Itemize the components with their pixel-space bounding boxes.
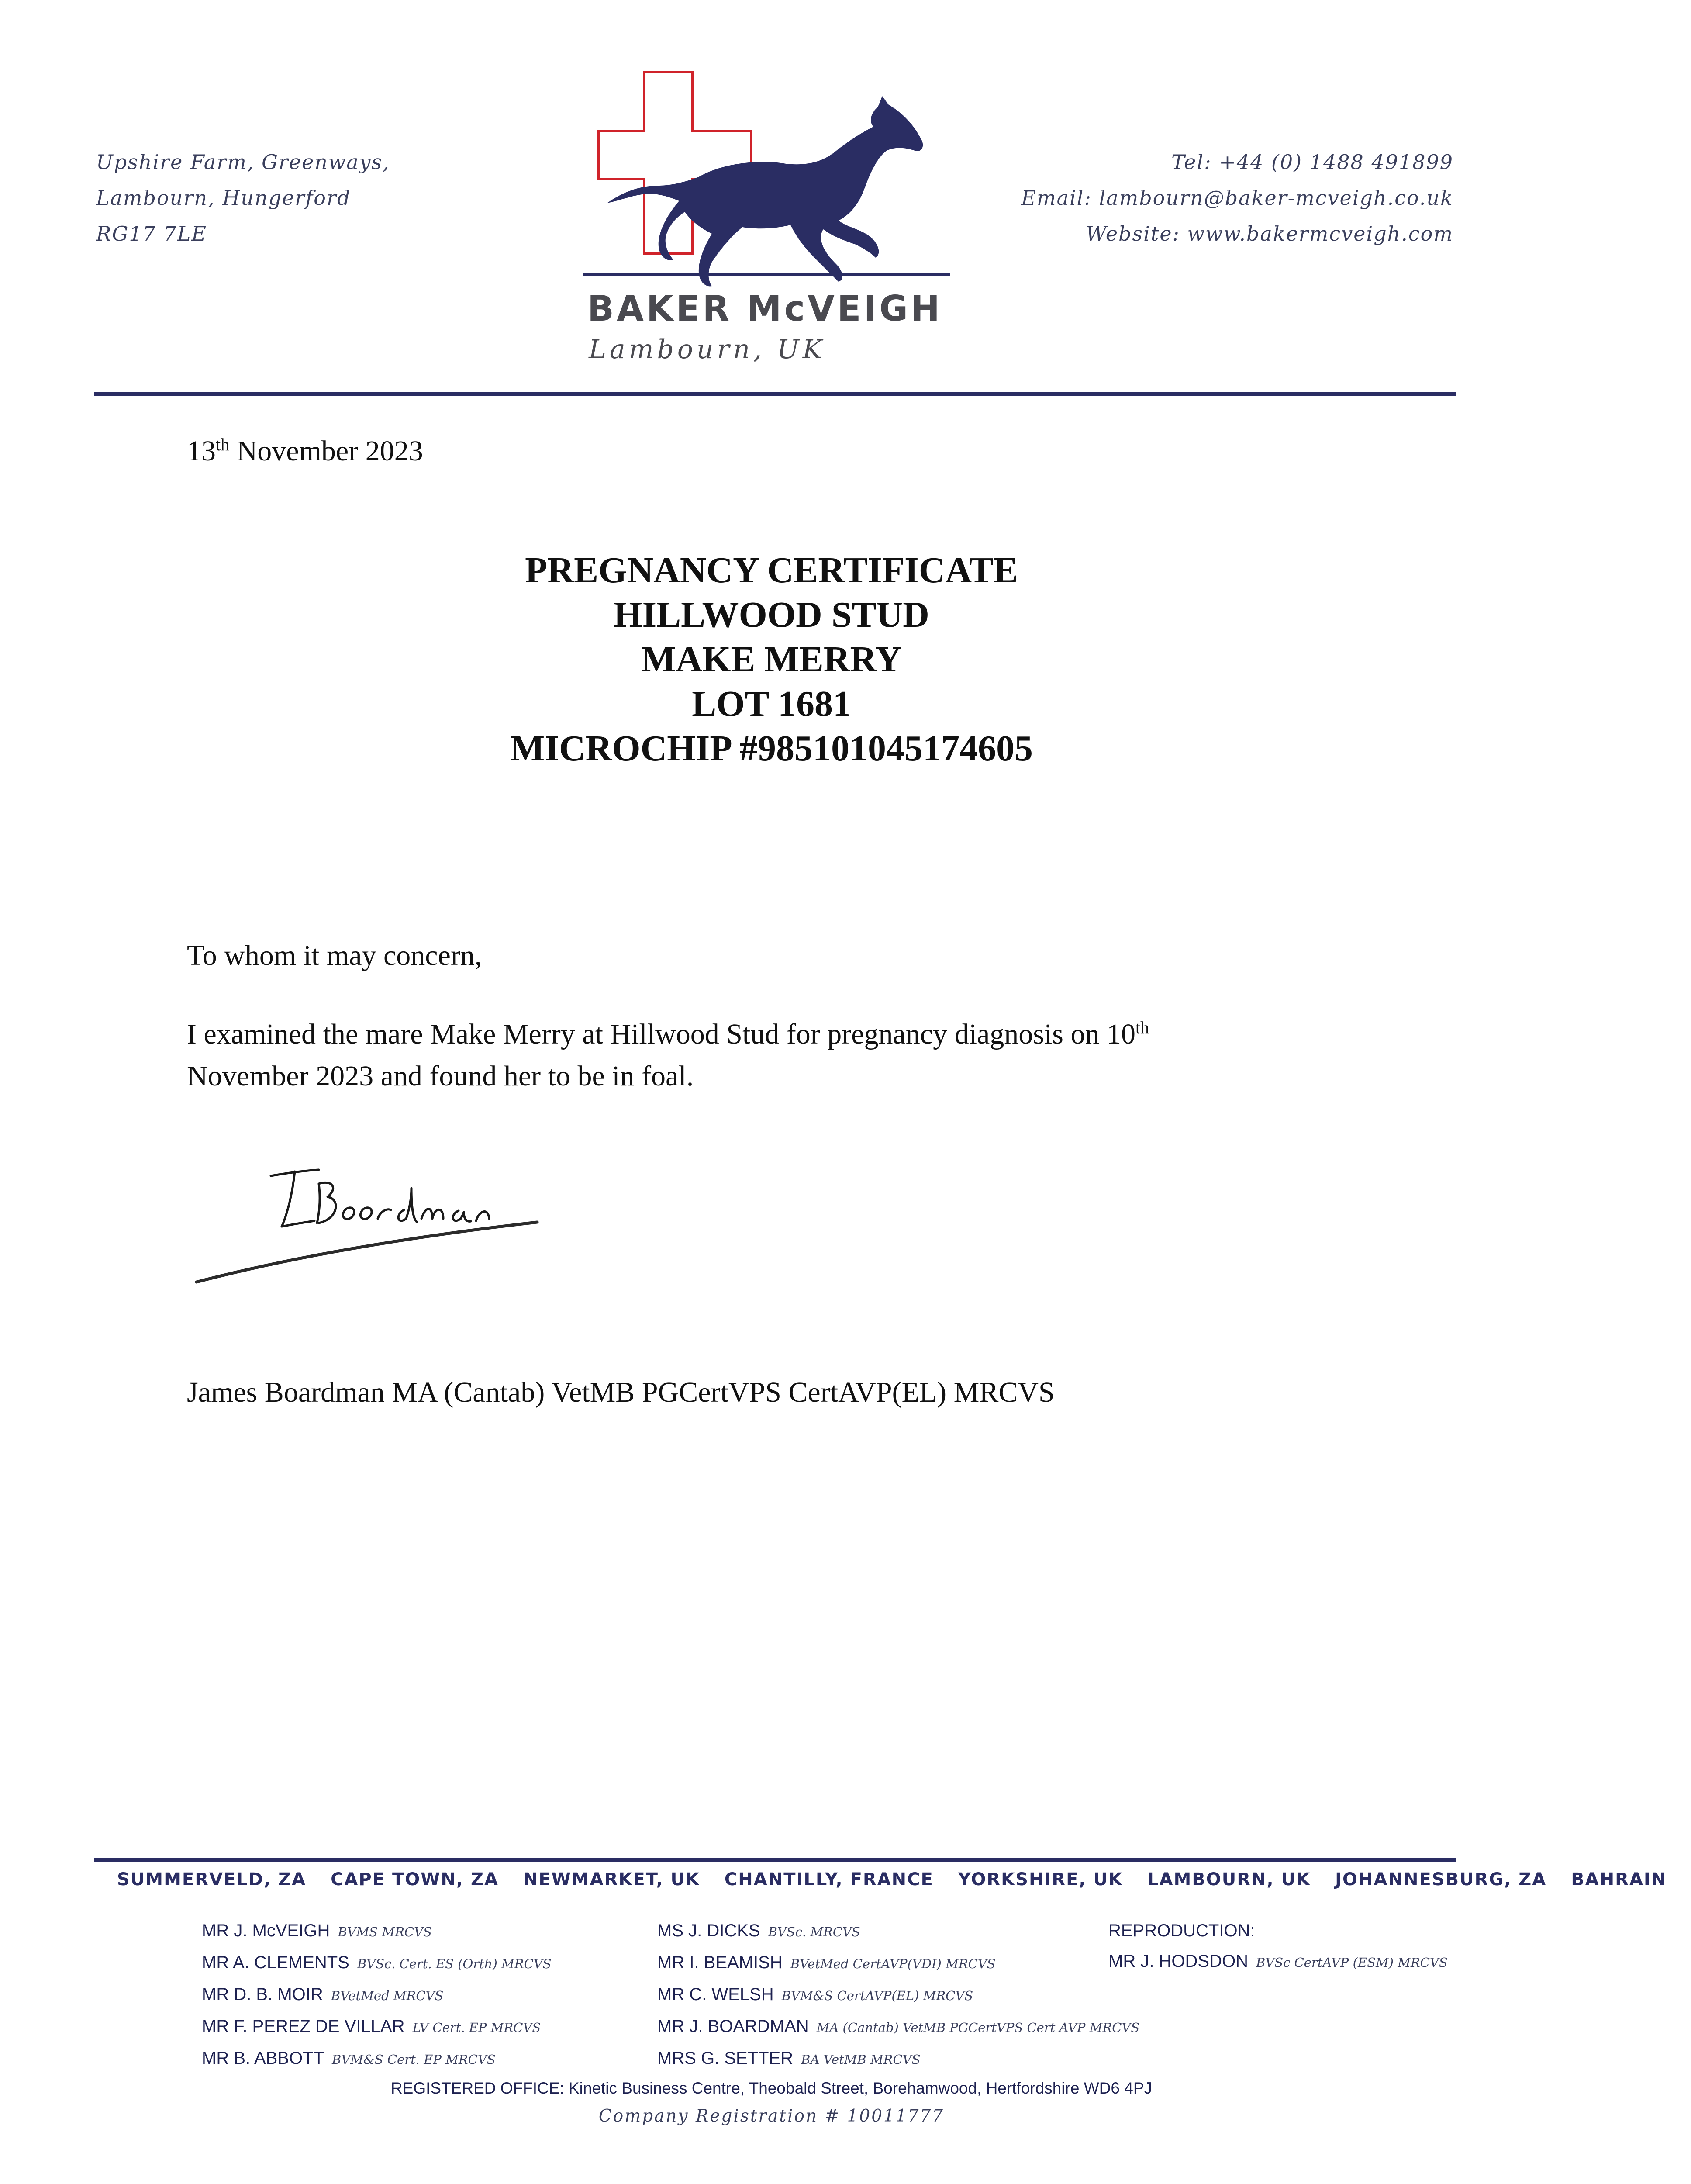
- staff-member: [657, 2043, 1139, 2075]
- staff-name: MR D. B. MOIR: [202, 1985, 323, 2004]
- staff-member: [657, 2011, 1139, 2043]
- contact-details: [1021, 144, 1453, 252]
- staff-quals: BA VetMB MRCVS: [801, 2052, 921, 2067]
- date-suffix: th: [216, 435, 230, 454]
- date-rest: November 2023: [229, 435, 423, 467]
- staff-member: [1108, 1946, 1448, 1978]
- title-line: MICROCHIP #985101045174605: [510, 728, 1033, 769]
- staff-name: MR J. McVEIGH: [202, 1921, 330, 1940]
- greeting: To whom it may concern,: [187, 940, 482, 971]
- staff-member: [202, 1915, 552, 1947]
- staff-name: MRS G. SETTER: [657, 2049, 794, 2068]
- office-location: YORKSHIRE, UK: [958, 1870, 1123, 1890]
- staff-member: [202, 2011, 552, 2043]
- title-line: MAKE MERRY: [641, 639, 902, 680]
- body-text-continued: November 2023 and found her to be in foal.: [187, 1060, 694, 1092]
- office-locations: [117, 1870, 1691, 1890]
- staff-quals: BVSc CertAVP (ESM) MRCVS: [1256, 1955, 1448, 1970]
- title-line: LOT 1681: [692, 684, 851, 724]
- staff-quals: BVSc. MRCVS: [768, 1925, 860, 1939]
- address-line: Upshire Farm, Greenways,: [96, 150, 390, 174]
- header-divider: [94, 392, 1456, 396]
- office-location: JOHANNESBURG, ZA: [1335, 1870, 1547, 1890]
- staff-quals: BVSc. Cert. ES (Orth) MRCVS: [357, 1956, 552, 1971]
- office-location: BAHRAIN: [1571, 1870, 1667, 1890]
- staff-quals: BVetMed CertAVP(VDI) MRCVS: [790, 1956, 996, 1971]
- body-suffix: th: [1135, 1018, 1149, 1037]
- staff-quals: BVMS MRCVS: [338, 1925, 432, 1939]
- address-line: RG17 7LE: [96, 222, 207, 245]
- office-location: SUMMERVELD, ZA: [117, 1870, 307, 1890]
- staff-name: MR J. HODSDON: [1108, 1952, 1248, 1971]
- staff-name: MR I. BEAMISH: [657, 1953, 783, 1972]
- staff-member: [202, 1947, 552, 1979]
- staff-quals: BVM&S Cert. EP MRCVS: [332, 2052, 496, 2067]
- staff-quals: MA (Cantab) VetMB PGCertVPS Cert AVP MRCVS: [816, 2020, 1140, 2035]
- staff-name: MR C. WELSH: [657, 1985, 774, 2004]
- staff-quals: BVM&S CertAVP(EL) MRCVS: [781, 1988, 973, 2003]
- signer-name: James Boardman MA (Cantab) VetMB PGCertVPS CertAVP(EL) MRCVS: [187, 1376, 1055, 1408]
- staff-name: MS J. DICKS: [657, 1921, 760, 1940]
- date-day: 13: [187, 435, 216, 467]
- body-paragraph: [187, 1013, 1344, 1097]
- phone-line: Tel: +44 (0) 1488 491899: [1171, 150, 1453, 174]
- title-line: HILLWOOD STUD: [614, 594, 929, 635]
- office-location: CAPE TOWN, ZA: [331, 1870, 499, 1890]
- company-registration: Company Registration # 10011777: [598, 2106, 945, 2126]
- staff-column: [202, 1915, 552, 2075]
- staff-name: MR F. PEREZ DE VILLAR: [202, 2017, 405, 2036]
- office-location: CHANTILLY, FRANCE: [724, 1870, 934, 1890]
- footer-divider: [94, 1858, 1456, 1862]
- staff-column: [1108, 1915, 1448, 1978]
- address-line: Lambourn, Hungerford: [96, 186, 351, 210]
- horse-icon: [607, 96, 923, 286]
- brand-location: Lambourn, UK: [589, 334, 826, 365]
- certificate-title: [0, 548, 1543, 771]
- sender-address: [96, 144, 390, 252]
- staff-heading: [1108, 1915, 1448, 1946]
- staff-name: REPRODUCTION:: [1108, 1921, 1255, 1940]
- letter-date: [187, 435, 423, 468]
- staff-name: MR J. BOARDMAN: [657, 2017, 809, 2036]
- staff-name: MR B. ABBOTT: [202, 2049, 324, 2068]
- staff-member: [202, 1979, 552, 2011]
- staff-quals: BVetMed MRCVS: [331, 1988, 444, 2003]
- staff-quals: LV Cert. EP MRCVS: [412, 2020, 541, 2035]
- staff-member: [657, 1915, 1139, 1947]
- handwritten-signature: [188, 1153, 546, 1302]
- staff-member: [657, 1947, 1139, 1979]
- email-line: Email: lambourn@baker-mcveigh.co.uk: [1021, 186, 1453, 210]
- registered-office: REGISTERED OFFICE: Kinetic Business Centre, Theobald Street, Borehamwood, Hertfordshire WD6 4PJ: [390, 2079, 1153, 2097]
- website-line: Website: www.bakermcveigh.com: [1086, 222, 1453, 245]
- staff-column: [657, 1915, 1139, 2075]
- staff-member: [657, 1979, 1139, 2011]
- staff-member: [202, 2043, 552, 2075]
- staff-name: MR A. CLEMENTS: [202, 1953, 349, 1972]
- title-line: PREGNANCY CERTIFICATE: [525, 550, 1018, 591]
- office-location: LAMBOURN, UK: [1147, 1870, 1311, 1890]
- logo-underline: [583, 273, 950, 276]
- body-text: I examined the mare Make Merry at Hillwood Stud for pregnancy diagnosis on 10: [187, 1018, 1135, 1050]
- brand-name: BAKER McVEIGH: [587, 288, 942, 329]
- office-location: NEWMARKET, UK: [523, 1870, 700, 1890]
